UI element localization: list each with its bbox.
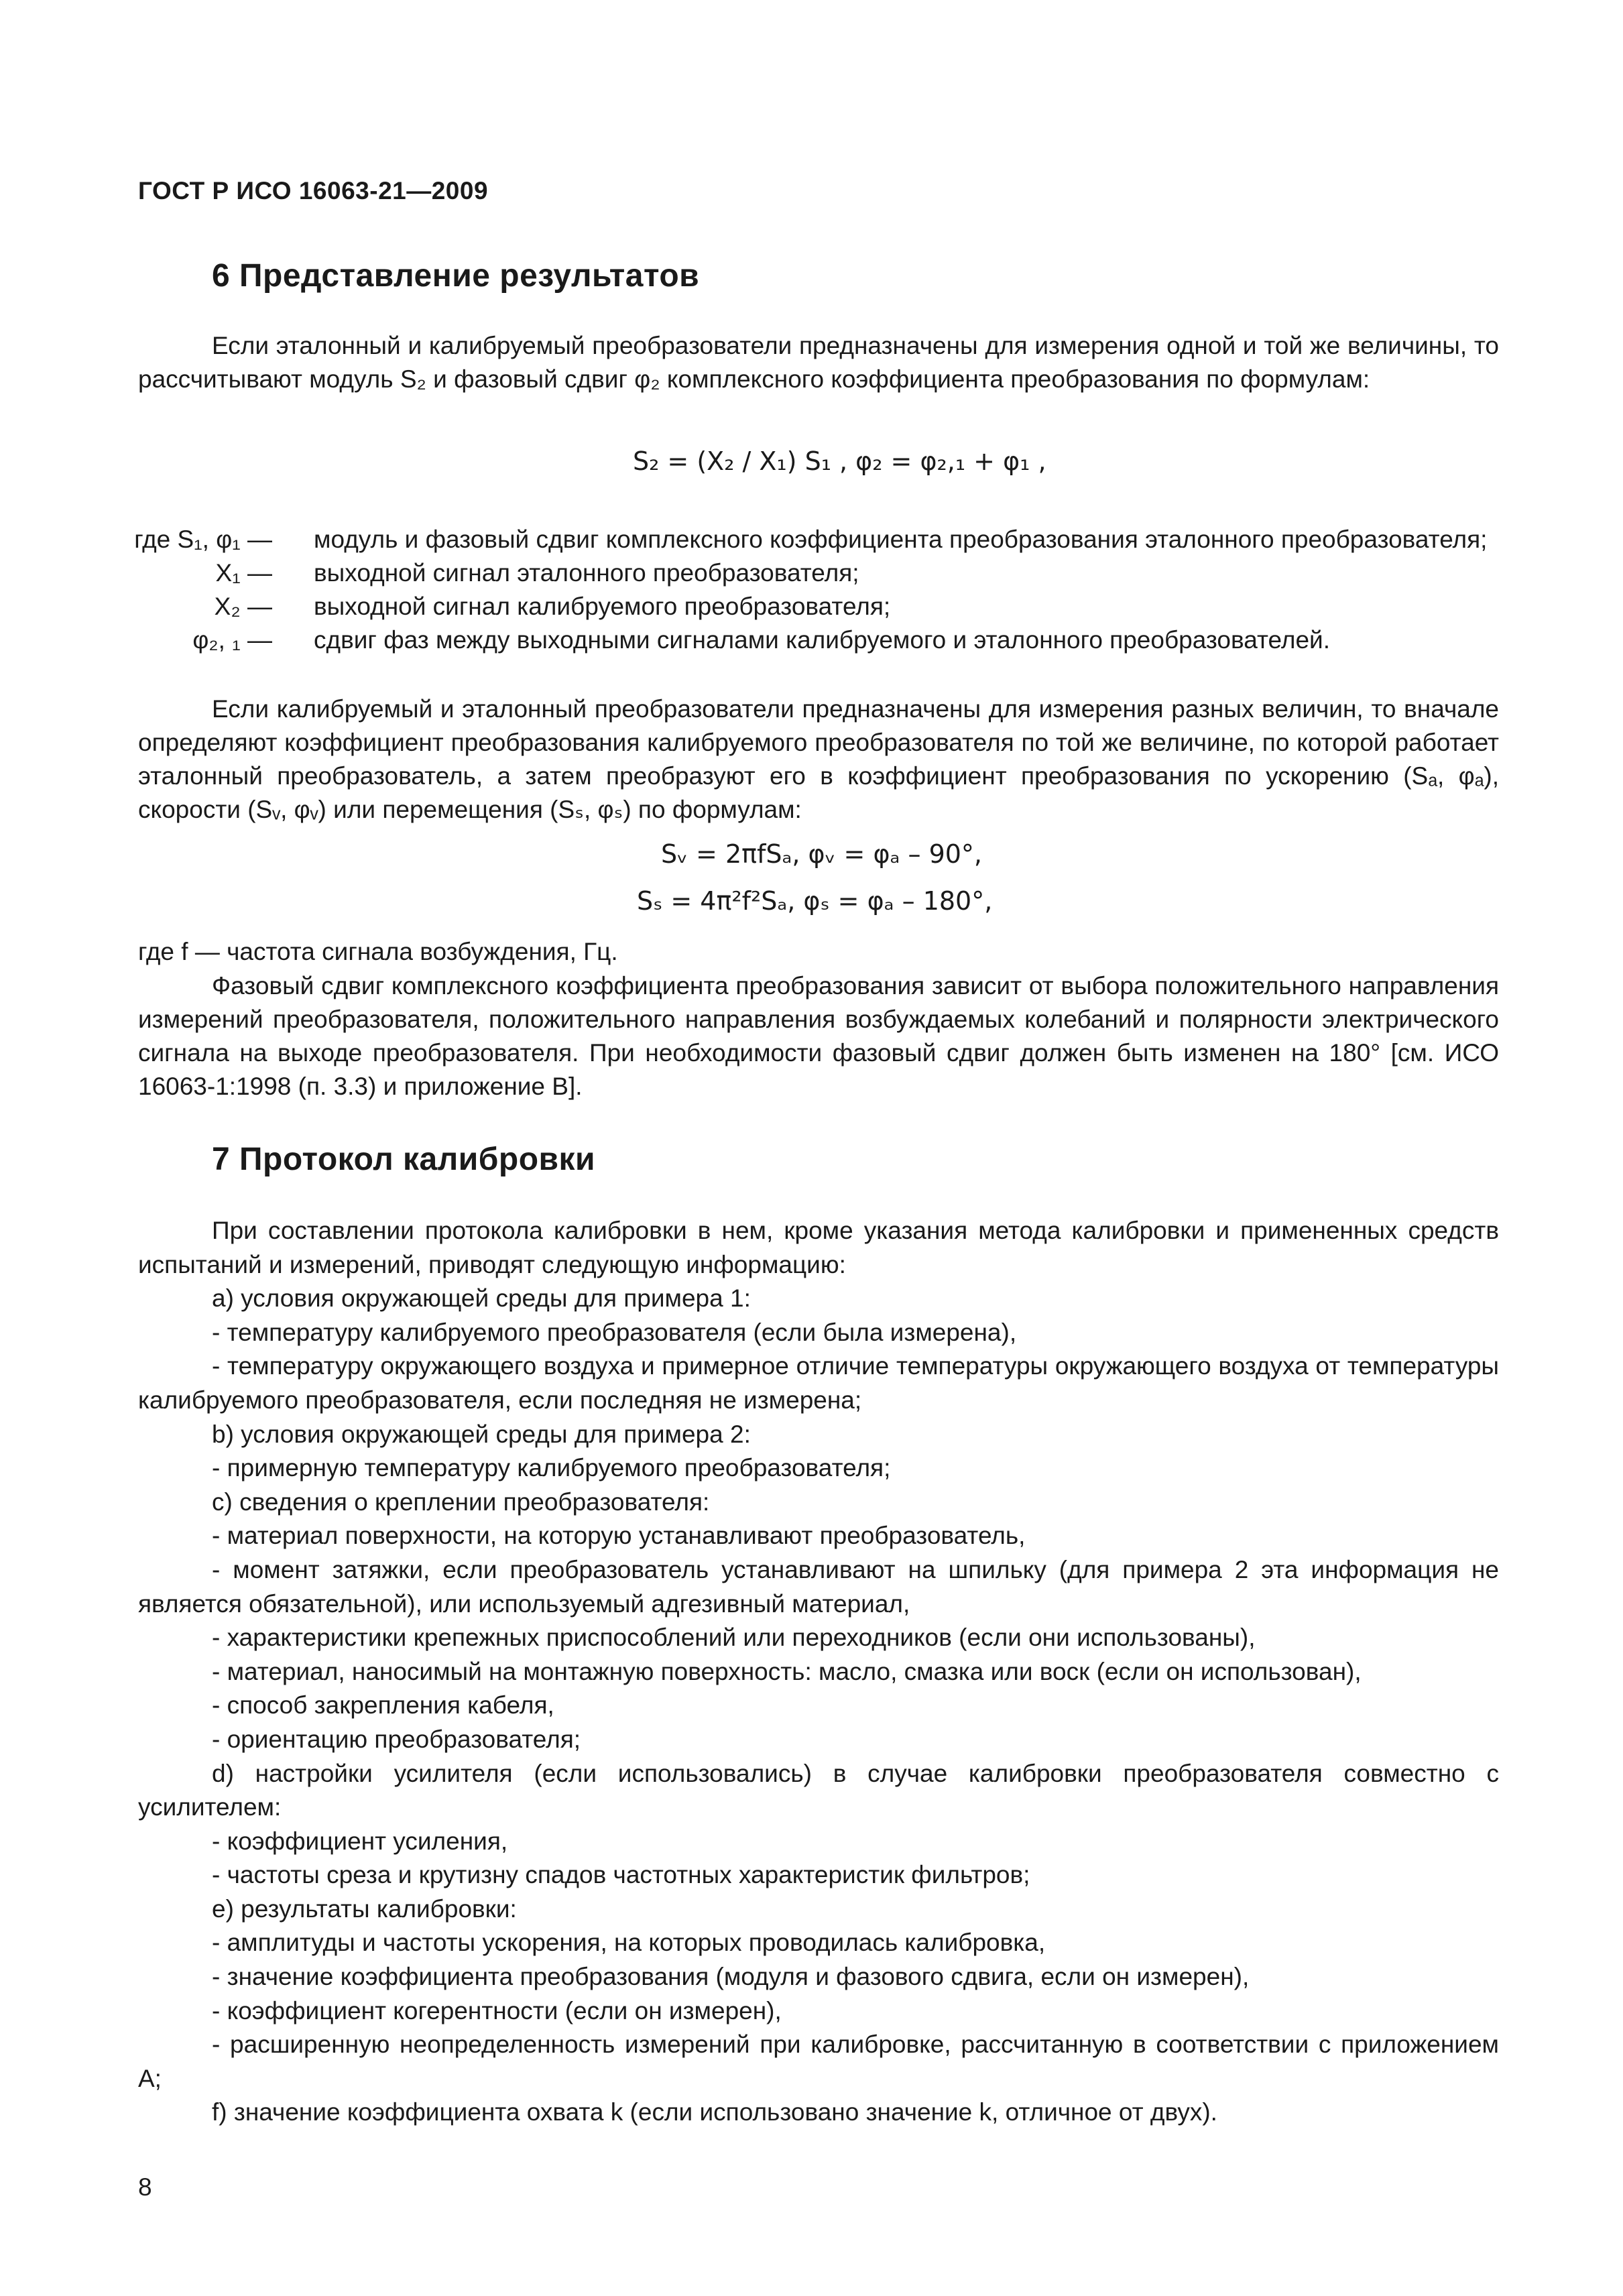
where-term: X₂ — — [214, 593, 272, 620]
where-desc: выходной сигнал эталонного преобразователя; — [314, 559, 859, 587]
protocol-item: - значение коэффициента преобразования (модуля и фазового сдвига, если он измерен), — [212, 1963, 1250, 1991]
protocol-item: - момент затяжки, если преобразователь устанавливают на шпильку (для примера 2 эта информация не является обязательной), или используемый адгезивный материал, — [138, 1555, 1499, 1618]
protocol-item: - коэффициент усиления, — [212, 1827, 508, 1855]
document-header: ГОСТ Р ИСО 16063-21—2009 — [138, 177, 489, 204]
formula-s2: S₂ = (X₂ / X₁) S₁ , φ₂ = φ₂,₁ + φ₁ , — [633, 446, 1046, 476]
section-6-paragraph-2: Если калибруемый и эталонный преобразователи предназначены для измерения разных величин, то вначале определяют коэффициент преобразования калибруемого преобразователя по той же величине, по которой работает эталонный преобразователь, а затем преобразуют его в коэффициент преобразования по ускорению (Sₐ, φₐ), скорости (Sᵥ, φᵥ) или перемещения (Sₛ, φₛ) по формулам: — [138, 695, 1499, 823]
protocol-item: При составлении протокола калибровки в нем, кроме указания метода калибровки и примененных средств испытаний и измерений, приводят следующую информацию: — [138, 1217, 1499, 1278]
where-desc: модуль и фазовый сдвиг комплексного коэффициента преобразования эталонного преобразователя; — [314, 526, 1488, 553]
where-f-line: где f — частота сигнала возбуждения, Гц. — [138, 938, 618, 965]
where-item — [138, 590, 1499, 623]
protocol-item: - ориентацию преобразователя; — [212, 1725, 581, 1753]
where-list — [134, 523, 1499, 657]
protocol-item: - температуру калибруемого преобразователя (если была измерена), — [212, 1318, 1017, 1346]
section-6-title: 6 Представление результатов — [212, 258, 700, 294]
where-item — [138, 556, 1499, 590]
formula-ss: Sₛ = 4π²f²Sₐ, φₛ = φₐ – 180°, — [637, 886, 993, 916]
protocol-item: - характеристики крепежных приспособлений или переходников (если они использованы), — [212, 1624, 1256, 1652]
section-6-paragraph-3: Фазовый сдвиг комплексного коэффициента преобразования зависит от выбора положительного направления измерений преобразователя, положительного направления возбуждаемых колебаний и полярности электрического сигнала на выходе преобразователя. При необходимости фазовый сдвиг должен быть изменен на 180° [см. ИСО 16063-1:1998 (п. 3.3) и приложение В]. — [138, 972, 1499, 1100]
section-6-paragraph-1: Если эталонный и калибруемый преобразователи предназначены для измерения одной и той же величины, то рассчитывают модуль S₂ и фазовый сдвиг φ₂ комплексного коэффициента преобразования по формулам: — [138, 332, 1499, 393]
protocol-items — [138, 1214, 1499, 2130]
where-term: X₁ — — [215, 559, 272, 587]
protocol-item: b) условия окружающей среды для примера 2: — [212, 1420, 751, 1448]
protocol-item: f) значение коэффициента охвата k (если использовано значение k, отличное от двух). — [212, 2098, 1217, 2126]
protocol-item: - материал поверхности, на которую устанавливают преобразователь, — [212, 1522, 1026, 1550]
where-item — [134, 523, 1499, 556]
protocol-item: c) сведения о креплении преобразователя: — [212, 1488, 710, 1516]
protocol-item: a) условия окружающей среды для примера 1: — [212, 1284, 751, 1313]
protocol-item: - коэффициент когерентности (если он измерен), — [212, 1996, 782, 2025]
protocol-item: - примерную температуру калибруемого преобразователя; — [212, 1454, 891, 1482]
section-7-title: 7 Протокол калибровки — [212, 1142, 596, 1177]
where-desc: выходной сигнал калибруемого преобразователя; — [314, 593, 891, 620]
where-desc: сдвиг фаз между выходными сигналами калибруемого и эталонного преобразователей. — [314, 626, 1331, 654]
where-term: где S₁, φ₁ — — [134, 526, 272, 553]
protocol-item: - амплитуды и частоты ускорения, на которых проводилась калибровка, — [212, 1929, 1046, 1957]
protocol-item: - температуру окружающего воздуха и примерное отличие температуры окружающего воздуха от температуры калибруемого преобразователя, если последняя не измерена; — [138, 1352, 1499, 1414]
protocol-item: d) настройки усилителя (если использовались) в случае калибровки преобразователя совместно с усилителем: — [138, 1759, 1499, 1821]
protocol-item: - частоты среза и крутизну спадов частотных характеристик фильтров; — [212, 1861, 1030, 1889]
protocol-item: - материал, наносимый на монтажную поверхность: масло, смазка или воск (если он использован), — [212, 1657, 1362, 1685]
where-term: φ₂, ₁ — — [192, 626, 272, 654]
protocol-item: - расширенную неопределенность измерений при калибровке, рассчитанную в соответствии с приложением А; — [138, 2031, 1499, 2092]
protocol-item: e) результаты калибровки: — [212, 1894, 517, 1923]
where-item — [138, 623, 1499, 657]
protocol-item: - способ закрепления кабеля, — [212, 1691, 554, 1719]
formula-sv: Sᵥ = 2πfSₐ, φᵥ = φₐ – 90°, — [661, 839, 983, 869]
page-number: 8 — [138, 2173, 152, 2201]
